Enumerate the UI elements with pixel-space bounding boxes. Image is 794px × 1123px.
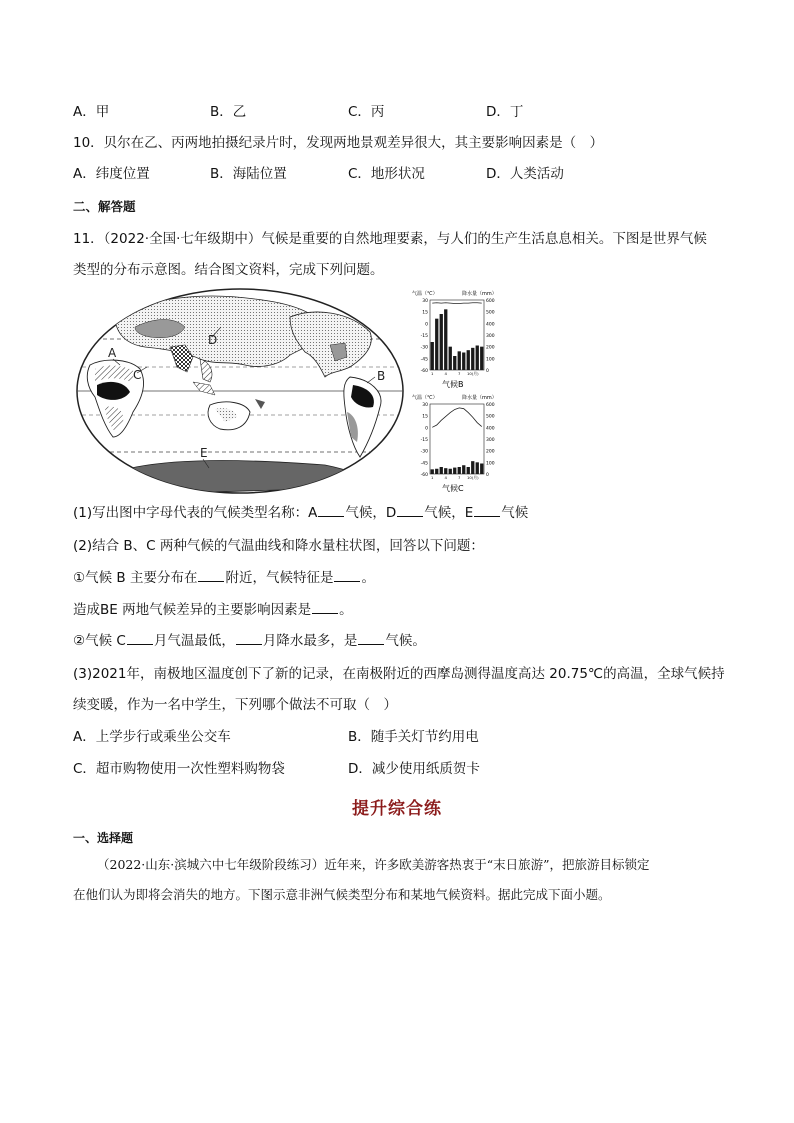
chart-c-precip-bar — [471, 461, 474, 474]
chart-b-precip-bar — [471, 348, 474, 370]
chart-c-temp-tick: 15 — [422, 414, 428, 420]
q9-option-b: B．乙 — [210, 104, 247, 120]
q11-sub2-2-suffix: 气候。 — [385, 633, 426, 649]
q11-sub2-1 — [73, 569, 375, 587]
answer-blank-c-wettest-month[interactable] — [236, 632, 262, 645]
q10-option-d: D．人类活动 — [486, 166, 564, 182]
answer-blank-c-type[interactable] — [358, 632, 384, 645]
chart-b-precip-bar — [453, 356, 456, 370]
chart-c-temp-tick: 0 — [425, 426, 428, 432]
answer-blank-a[interactable] — [318, 504, 344, 517]
q11-sub1-mid2: 气候，E — [424, 505, 474, 521]
section1-heading: 一、选择题 — [73, 831, 134, 845]
answer-blank-d[interactable] — [397, 504, 423, 517]
chart-b-temp-tick: 30 — [422, 299, 428, 304]
q11-sub1-prefix: (1)写出图中字母代表的气候类型名称：A — [73, 505, 318, 521]
chart-b-temp-tick: -30 — [420, 345, 428, 351]
chart-c-precip-bar — [431, 469, 434, 474]
chart-c-precip-tick: 300 — [486, 438, 495, 443]
chart-b-temp-tick: -60 — [420, 369, 428, 374]
chart-b-precip-tick: 500 — [486, 310, 495, 316]
chart-c-precip-tick: 400 — [486, 426, 495, 432]
chart-c-temp-tick: -30 — [420, 449, 428, 455]
map-label-e: E — [200, 446, 208, 460]
q11-sub1-suffix: 气候 — [501, 505, 529, 521]
chart-b-header-left: 气温（℃） — [412, 291, 438, 297]
q11-sub3-line2: 续变暖，作为一名中学生，下列哪个做法不可取（ ） — [73, 697, 397, 713]
chart-b-temp-tick: 0 — [425, 322, 428, 328]
q12-stem-line2: 在他们认为即将会消失的地方。下图示意非洲气候类型分布和某地气候资料。据此完成下面小题。 — [73, 887, 611, 902]
q11-sub3-option-b: B．随手关灯节约用电 — [348, 729, 479, 745]
chart-b-month-tick: 7 — [458, 371, 461, 376]
chart-c-precip-bar — [453, 468, 456, 474]
chart-c-precip-bar — [462, 465, 465, 474]
q10-option-b: B．海陆位置 — [210, 166, 287, 182]
chart-b-month-tick: 4 — [444, 371, 447, 376]
chart-c-temp-tick: 30 — [422, 403, 428, 408]
section-title: 提升综合练 — [352, 799, 442, 819]
chart-c-precip-bar — [467, 467, 470, 474]
chart-b-month-tick: 10(月) — [466, 371, 479, 376]
answer-blank-c-coldest-month[interactable] — [127, 632, 153, 645]
q12-stem-line1: （2022·山东·滨城六中七年级阶段练习）近年来，许多欧美游客热衷于“末日旅游”，把旅游目标锁定 — [97, 857, 650, 872]
chart-c-precip-bar — [476, 462, 479, 474]
q9-option-a: A．甲 — [73, 104, 110, 120]
q9-option-c: C．丙 — [348, 104, 385, 120]
map-label-d: D — [208, 333, 218, 347]
chart-b-title: 气候B — [442, 380, 464, 389]
chart-c-precip-tick: 0 — [486, 473, 489, 478]
world-climate-map — [75, 287, 405, 495]
chart-c-precip-tick: 600 — [486, 403, 495, 408]
chart-c-month-tick: 4 — [444, 475, 447, 480]
q11-sub2-cause — [73, 601, 353, 619]
answer-blank-b-feature[interactable] — [334, 569, 360, 582]
q11-sub2-2-prefix: ②气候 C — [73, 633, 126, 649]
q10-stem: 10．贝尔在乙、丙两地拍摄纪录片时，发现两地景观差异很大，其主要影响因素是（ ） — [73, 135, 604, 151]
chart-c-precip-tick: 200 — [486, 449, 495, 455]
chart-c-header-left: 气温（℃） — [412, 395, 438, 401]
q11-sub2-1-suffix: 。 — [361, 570, 375, 586]
q10-option-c: C．地形状况 — [348, 166, 425, 182]
q11-stem-line1: 11．（2022·全国·七年级期中）气候是重要的自然地理要素，与人们的生产生活息息相关。下图是世界气候 — [73, 231, 707, 247]
map-label-a: A — [108, 346, 117, 360]
chart-b-precip-bar — [462, 353, 465, 371]
chart-c-precip-tick: 100 — [486, 461, 495, 467]
q11-sub1 — [73, 504, 528, 522]
chart-b-precip-bar — [444, 309, 447, 370]
chart-c-header-right: 降水量（mm） — [462, 395, 497, 401]
chart-b-precip-tick: 300 — [486, 334, 495, 339]
chart-b-precip-tick: 200 — [486, 345, 495, 351]
chart-b-precip-bar — [458, 351, 461, 370]
chart-b-precip-bar — [431, 342, 434, 370]
chart-b-header-right: 降水量（mm） — [462, 291, 497, 297]
chart-c-month-tick: 10(月) — [466, 475, 479, 480]
q11-sub3-option-a: A．上学步行或乘坐公交车 — [73, 729, 231, 745]
chart-c-precip-bar — [480, 464, 483, 475]
chart-b-precip-bar — [476, 346, 479, 371]
answer-blank-b-location[interactable] — [198, 569, 224, 582]
q11-sub3-option-c: C．超市购物使用一次性塑料购物袋 — [73, 761, 285, 777]
q11-sub2: (2)结合 B、C 两种气候的气温曲线和降水量柱状图，回答以下问题： — [73, 538, 484, 554]
climate-chart-c — [412, 392, 512, 494]
chart-b-precip-bar — [449, 347, 452, 370]
chart-c-temp-tick: -45 — [420, 461, 428, 467]
chart-c-title: 气候C — [442, 484, 464, 493]
q11-sub2-1-prefix: ①气候 B 主要分布在 — [73, 570, 198, 586]
q11-stem-line2: 类型的分布示意图。结合图文资料，完成下列问题。 — [73, 262, 384, 278]
chart-b-precip-tick: 600 — [486, 299, 495, 304]
q11-sub3-line1: (3)2021年，南极地区温度创下了新的记录，在南极附近的西摩岛测得温度高达 20.75℃的高温，全球气候持 — [73, 666, 725, 682]
map-label-c: C — [133, 368, 142, 382]
answer-blank-e[interactable] — [474, 504, 500, 517]
chart-b-precip-bar — [467, 350, 470, 370]
answer-blank-cause[interactable] — [312, 601, 338, 614]
chart-c-precip-tick: 500 — [486, 414, 495, 420]
chart-b-temp-tick: -45 — [420, 357, 428, 363]
q9-option-d: D．丁 — [486, 104, 524, 120]
climate-chart-b — [412, 288, 512, 390]
chart-b-precip-bar — [435, 319, 438, 370]
chart-b-temp-tick: -15 — [420, 334, 428, 339]
chart-c-temp-tick: -60 — [420, 473, 428, 478]
map-label-b: B — [377, 369, 386, 383]
q11-sub3-option-d: D．减少使用纸质贺卡 — [348, 761, 480, 777]
q11-sub2-cause-suffix: 。 — [339, 602, 353, 618]
chart-b-temp-tick: 15 — [422, 310, 428, 316]
chart-c-precip-bar — [435, 469, 438, 474]
q11-sub2-2-mid1: 月气温最低， — [153, 633, 235, 649]
q10-option-a: A．纬度位置 — [73, 166, 150, 182]
chart-b-precip-tick: 100 — [486, 357, 495, 363]
q11-sub2-2-mid2: 月降水最多，是 — [262, 633, 358, 649]
chart-b-precip-bar — [440, 314, 443, 370]
chart-b-precip-tick: 400 — [486, 322, 495, 328]
chart-b-precip-tick: 0 — [486, 369, 489, 374]
q11-sub2-cause-prefix: 造成BE 两地气候差异的主要影响因素是 — [73, 602, 312, 618]
chart-c-precip-bar — [449, 469, 452, 474]
q11-sub1-mid1: 气候，D — [345, 505, 397, 521]
chart-b-precip-bar — [480, 347, 483, 370]
chart-c-precip-bar — [444, 468, 447, 474]
section2-heading: 二、解答题 — [73, 199, 136, 214]
chart-c-temp-tick: -15 — [420, 438, 428, 443]
chart-b-month-tick: 1 — [431, 371, 434, 376]
chart-c-precip-bar — [440, 467, 443, 474]
chart-b-temperature-line — [432, 303, 482, 304]
chart-c-month-tick: 7 — [458, 475, 461, 480]
chart-c-temperature-line — [432, 408, 482, 427]
q11-sub2-1-mid: 附近，气候特征是 — [225, 570, 334, 586]
chart-c-precip-bar — [458, 467, 461, 474]
chart-c-month-tick: 1 — [431, 475, 434, 480]
q11-sub2-2 — [73, 632, 426, 650]
